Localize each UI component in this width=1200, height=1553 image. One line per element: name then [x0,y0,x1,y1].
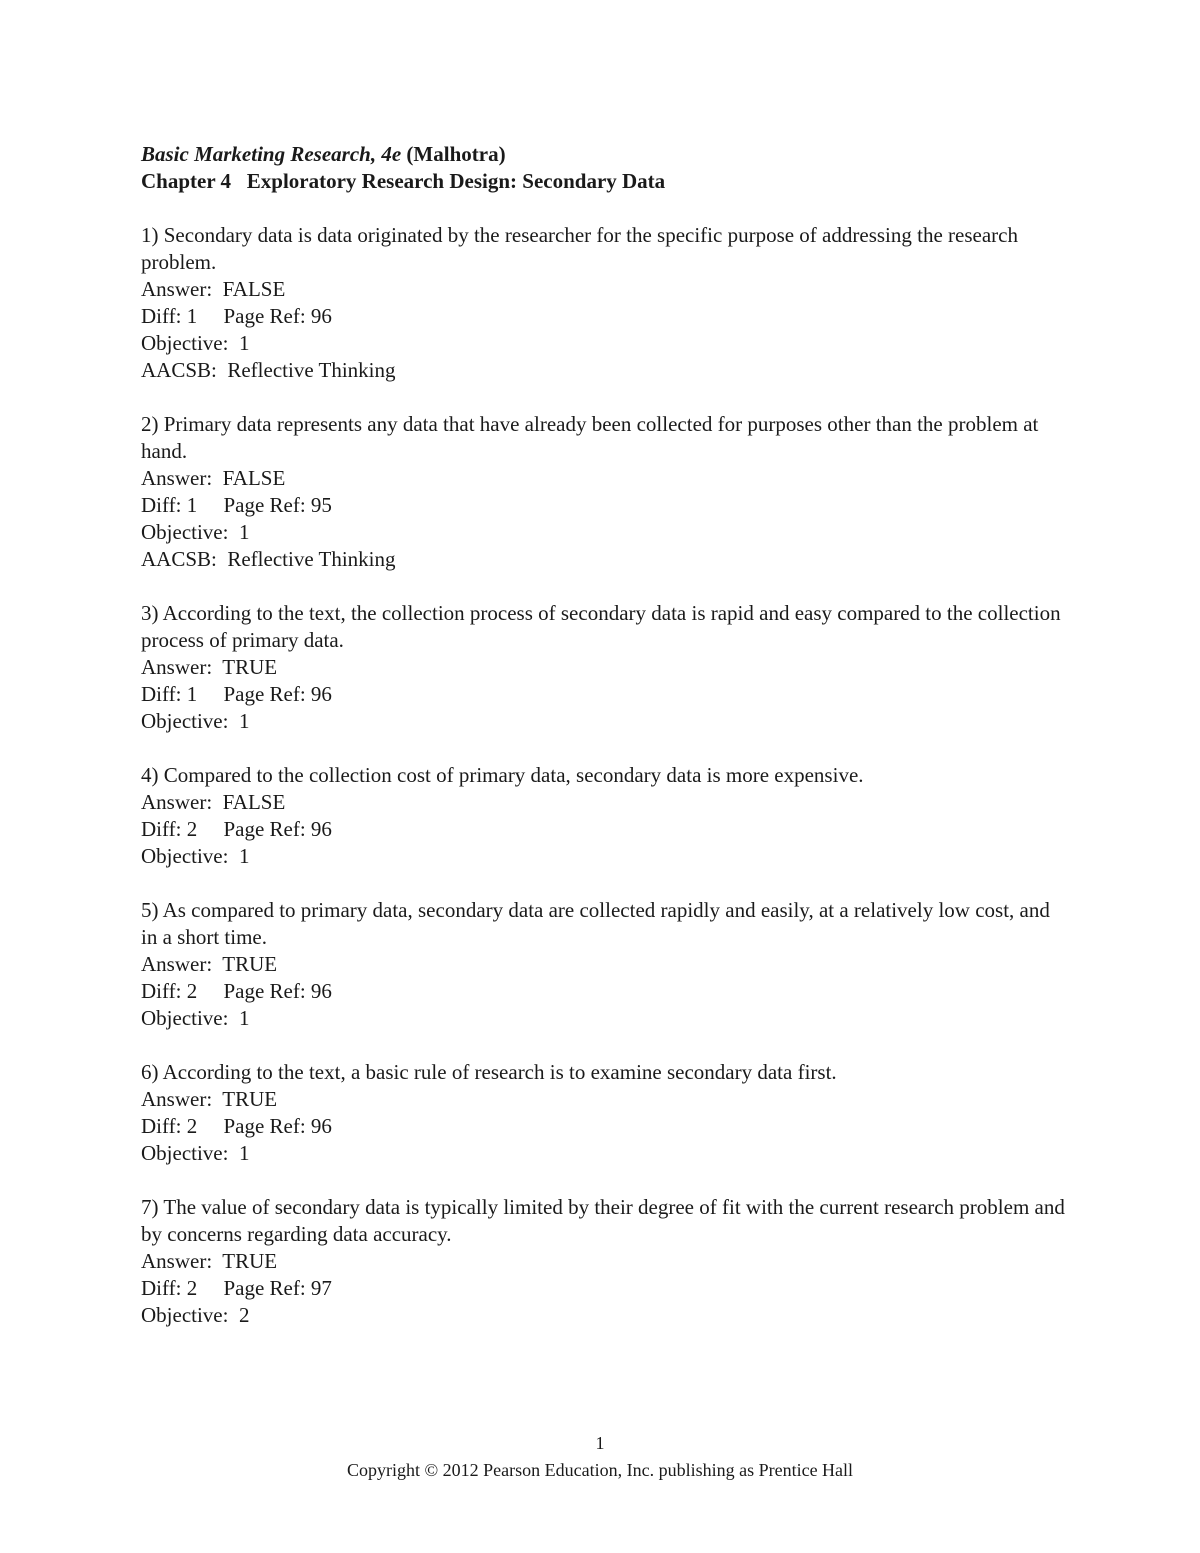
question-5 [141,897,1071,1032]
aacsb: AACSB: Reflective Thinking [141,358,396,382]
question-6 [141,1059,1071,1167]
answer: Answer: TRUE [141,655,278,679]
objective: Objective: 1 [141,709,250,733]
question-text: 1) Secondary data is data originated by the researcher for the specific purpose of addressing the research problem. [141,223,1018,274]
aacsb: AACSB: Reflective Thinking [141,547,396,571]
answer: Answer: TRUE [141,1249,278,1273]
difficulty-page-ref: Diff: 1 Page Ref: 96 [141,682,332,706]
answer: Answer: FALSE [141,466,286,490]
book-title-italic: Basic Marketing Research, 4e [141,142,402,166]
objective: Objective: 1 [141,1141,250,1165]
question-3 [141,600,1071,735]
difficulty-page-ref: Diff: 2 Page Ref: 96 [141,1114,332,1138]
document-body [141,141,1071,1329]
book-author: (Malhotra) [401,142,506,166]
copyright-notice: Copyright © 2012 Pearson Education, Inc. publishing as Prentice Hall [346,1460,854,1480]
answer: Answer: FALSE [141,277,286,301]
answer: Answer: TRUE [141,1087,278,1111]
difficulty-page-ref: Diff: 1 Page Ref: 95 [141,493,332,517]
question-2 [141,411,1071,573]
question-1 [141,222,1071,384]
objective: Objective: 1 [141,331,250,355]
book-title [141,141,1071,168]
question-text: 7) The value of secondary data is typically limited by their degree of fit with the current research problem and by concerns regarding data accuracy. [141,1195,1065,1246]
objective: Objective: 1 [141,520,250,544]
question-text: 4) Compared to the collection cost of primary data, secondary data is more expensive. [141,763,864,787]
difficulty-page-ref: Diff: 2 Page Ref: 96 [141,979,332,1003]
question-4 [141,762,1071,870]
objective: Objective: 1 [141,844,250,868]
difficulty-page-ref: Diff: 1 Page Ref: 96 [141,304,332,328]
question-text: 2) Primary data represents any data that have already been collected for purposes other than the problem at hand. [141,412,1039,463]
objective: Objective: 1 [141,1006,250,1030]
answer: Answer: TRUE [141,952,278,976]
chapter-title: Chapter 4 Exploratory Research Design: Secondary Data [141,169,666,193]
page-number: 1 [595,1433,605,1453]
difficulty-page-ref: Diff: 2 Page Ref: 97 [141,1276,332,1300]
question-text: 6) According to the text, a basic rule of research is to examine secondary data first. [141,1060,837,1084]
question-text: 5) As compared to primary data, secondary data are collected rapidly and easily, at a relatively low cost, and in a short time. [141,898,1050,949]
question-text: 3) According to the text, the collection process of secondary data is rapid and easy compared to the collection process of primary data. [141,601,1061,652]
question-7 [141,1194,1071,1329]
answer: Answer: FALSE [141,790,286,814]
objective: Objective: 2 [141,1303,250,1327]
difficulty-page-ref: Diff: 2 Page Ref: 96 [141,817,332,841]
